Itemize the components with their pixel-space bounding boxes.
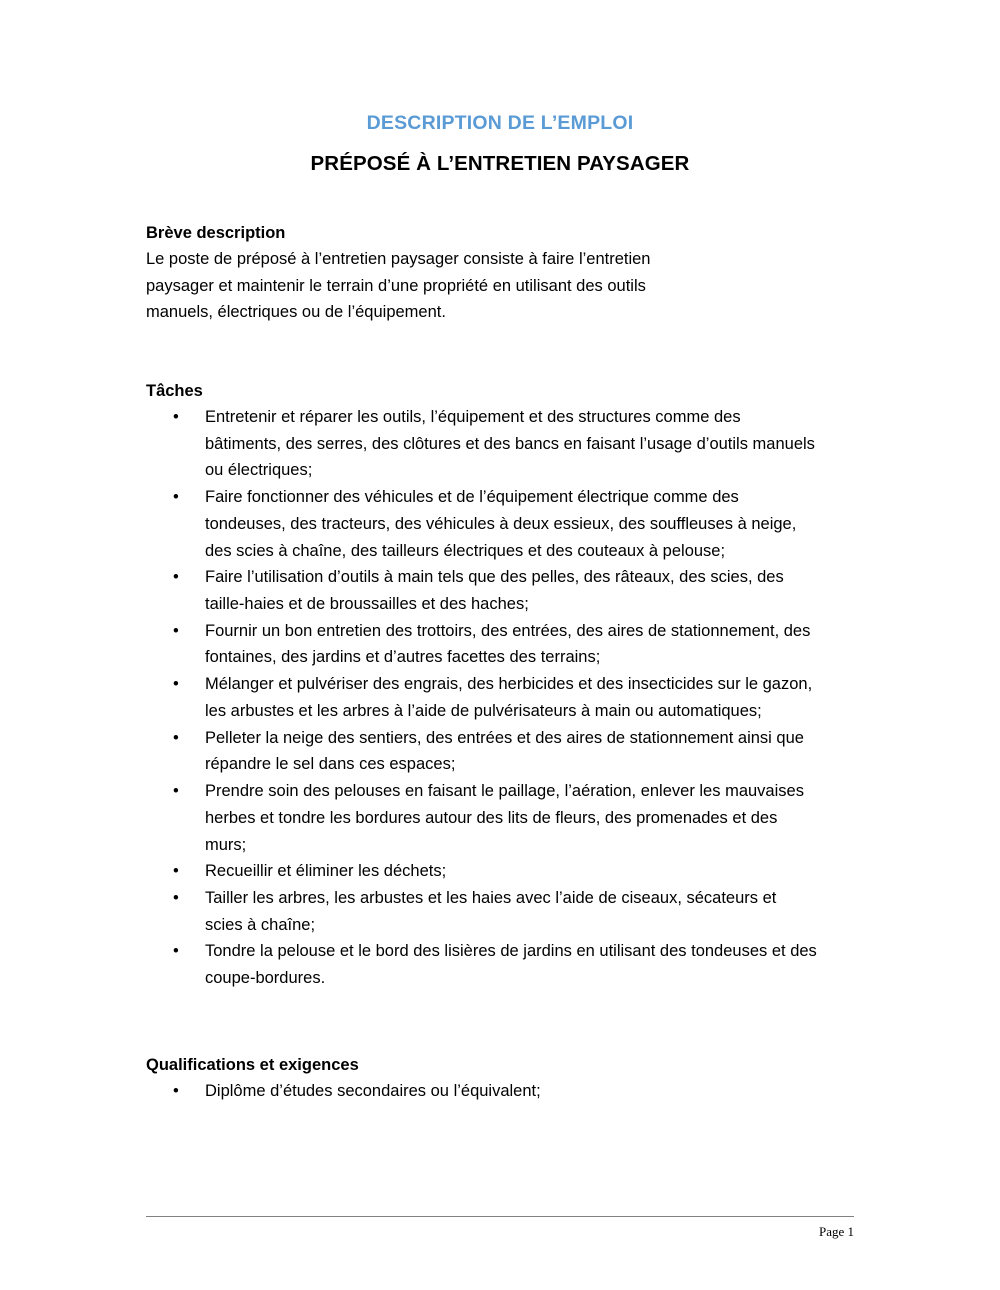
spacer xyxy=(146,326,854,380)
list-item-text: Prendre soin des pelouses en faisant le paillage, l’aération, enlever les mauvaises herbes et tondre les bordures autour des lits de fleurs, des promenades et des murs; xyxy=(205,782,804,854)
bullet-icon: • xyxy=(173,621,179,640)
bullet-icon: • xyxy=(173,1081,179,1100)
list-item-text: Recueillir et éliminer les déchets; xyxy=(205,862,447,881)
section-breve-description xyxy=(146,222,854,326)
list-item xyxy=(146,725,818,778)
qualifications-list xyxy=(146,1078,854,1105)
bullet-icon: • xyxy=(173,728,179,747)
section-taches xyxy=(146,380,854,992)
list-item-text: Tondre la pelouse et le bord des lisières de jardins en utilisant des tondeuses et des coupe-bordures. xyxy=(205,942,817,988)
bullet-icon: • xyxy=(173,942,179,961)
bullet-icon: • xyxy=(173,568,179,587)
spacer xyxy=(146,176,854,222)
list-item xyxy=(146,1078,818,1105)
list-item-text: Faire fonctionner des véhicules et de l’équipement électrique comme des tondeuses, des tracteurs, des véhicules à deux essieux, des souffleuses à neige, des scies à chaîne, des tailleurs électriques et des couteaux à pelouse; xyxy=(205,488,797,560)
page-subtitle-text: PRÉPOSÉ À L’ENTRETIEN PAYSAGER xyxy=(310,152,690,175)
list-item xyxy=(146,938,818,991)
list-item-text: Tailler les arbres, les arbustes et les haies avec l’aide de ciseaux, sécateurs et scies à chaîne; xyxy=(205,888,777,934)
list-item xyxy=(146,618,818,671)
list-item-text: Entretenir et réparer les outils, l’équipement et des structures comme des bâtiments, des serres, des clôtures et des bancs en faisant l’usage d’outils manuels ou électriques; xyxy=(205,408,815,480)
bullet-icon: • xyxy=(173,782,179,801)
bullet-icon: • xyxy=(173,888,179,907)
taches-list xyxy=(146,404,854,992)
document-body xyxy=(146,0,854,1104)
section-heading-taches: Tâches xyxy=(146,382,203,401)
footer-divider xyxy=(146,1216,854,1217)
bullet-icon: • xyxy=(173,408,179,426)
page-title-text: DESCRIPTION DE L’EMPLOI xyxy=(366,112,634,134)
list-item xyxy=(146,564,818,617)
list-item xyxy=(146,484,818,564)
list-item-text: Diplôme d’études secondaires ou l’équivalent; xyxy=(205,1081,541,1100)
list-item-text: Faire l’utilisation d’outils à main tels que des pelles, des râteaux, des scies, des taille-haies et de broussailles et des haches; xyxy=(205,568,784,614)
page-title xyxy=(146,112,854,135)
list-item-text: Fournir un bon entretien des trottoirs, des entrées, des aires de stationnement, des fontaines, des jardins et d’autres facettes des terrains; xyxy=(205,621,811,667)
section-paragraph-breve-description: Le poste de préposé à l’entretien paysager consiste à faire l’entretien paysager et maintenir le terrain d’une propriété en utilisant des outils manuels, électriques ou de l’équipement. xyxy=(146,249,651,322)
section-qualifications xyxy=(146,1054,854,1105)
list-item xyxy=(146,778,818,858)
list-item xyxy=(146,885,818,938)
list-item xyxy=(146,404,818,484)
footer-page-number: Page 1 xyxy=(818,1224,854,1239)
list-item xyxy=(146,671,818,724)
section-heading-breve-description: Brève description xyxy=(146,224,286,242)
list-item xyxy=(146,858,818,885)
page-subtitle xyxy=(146,152,854,176)
bullet-icon: • xyxy=(173,862,179,881)
list-item-text: Pelleter la neige des sentiers, des entrées et des aires de stationnement ainsi que répandre le sel dans ces espaces; xyxy=(205,728,804,774)
bullet-icon: • xyxy=(173,488,179,507)
bullet-icon: • xyxy=(173,675,179,694)
spacer xyxy=(146,992,854,1054)
section-heading-qualifications: Qualifications et exigences xyxy=(146,1055,359,1074)
list-item-text: Mélanger et pulvériser des engrais, des herbicides et des insecticides sur le gazon, les arbustes et les arbres à l’aide de pulvérisateurs à main ou automatiques; xyxy=(205,675,813,720)
